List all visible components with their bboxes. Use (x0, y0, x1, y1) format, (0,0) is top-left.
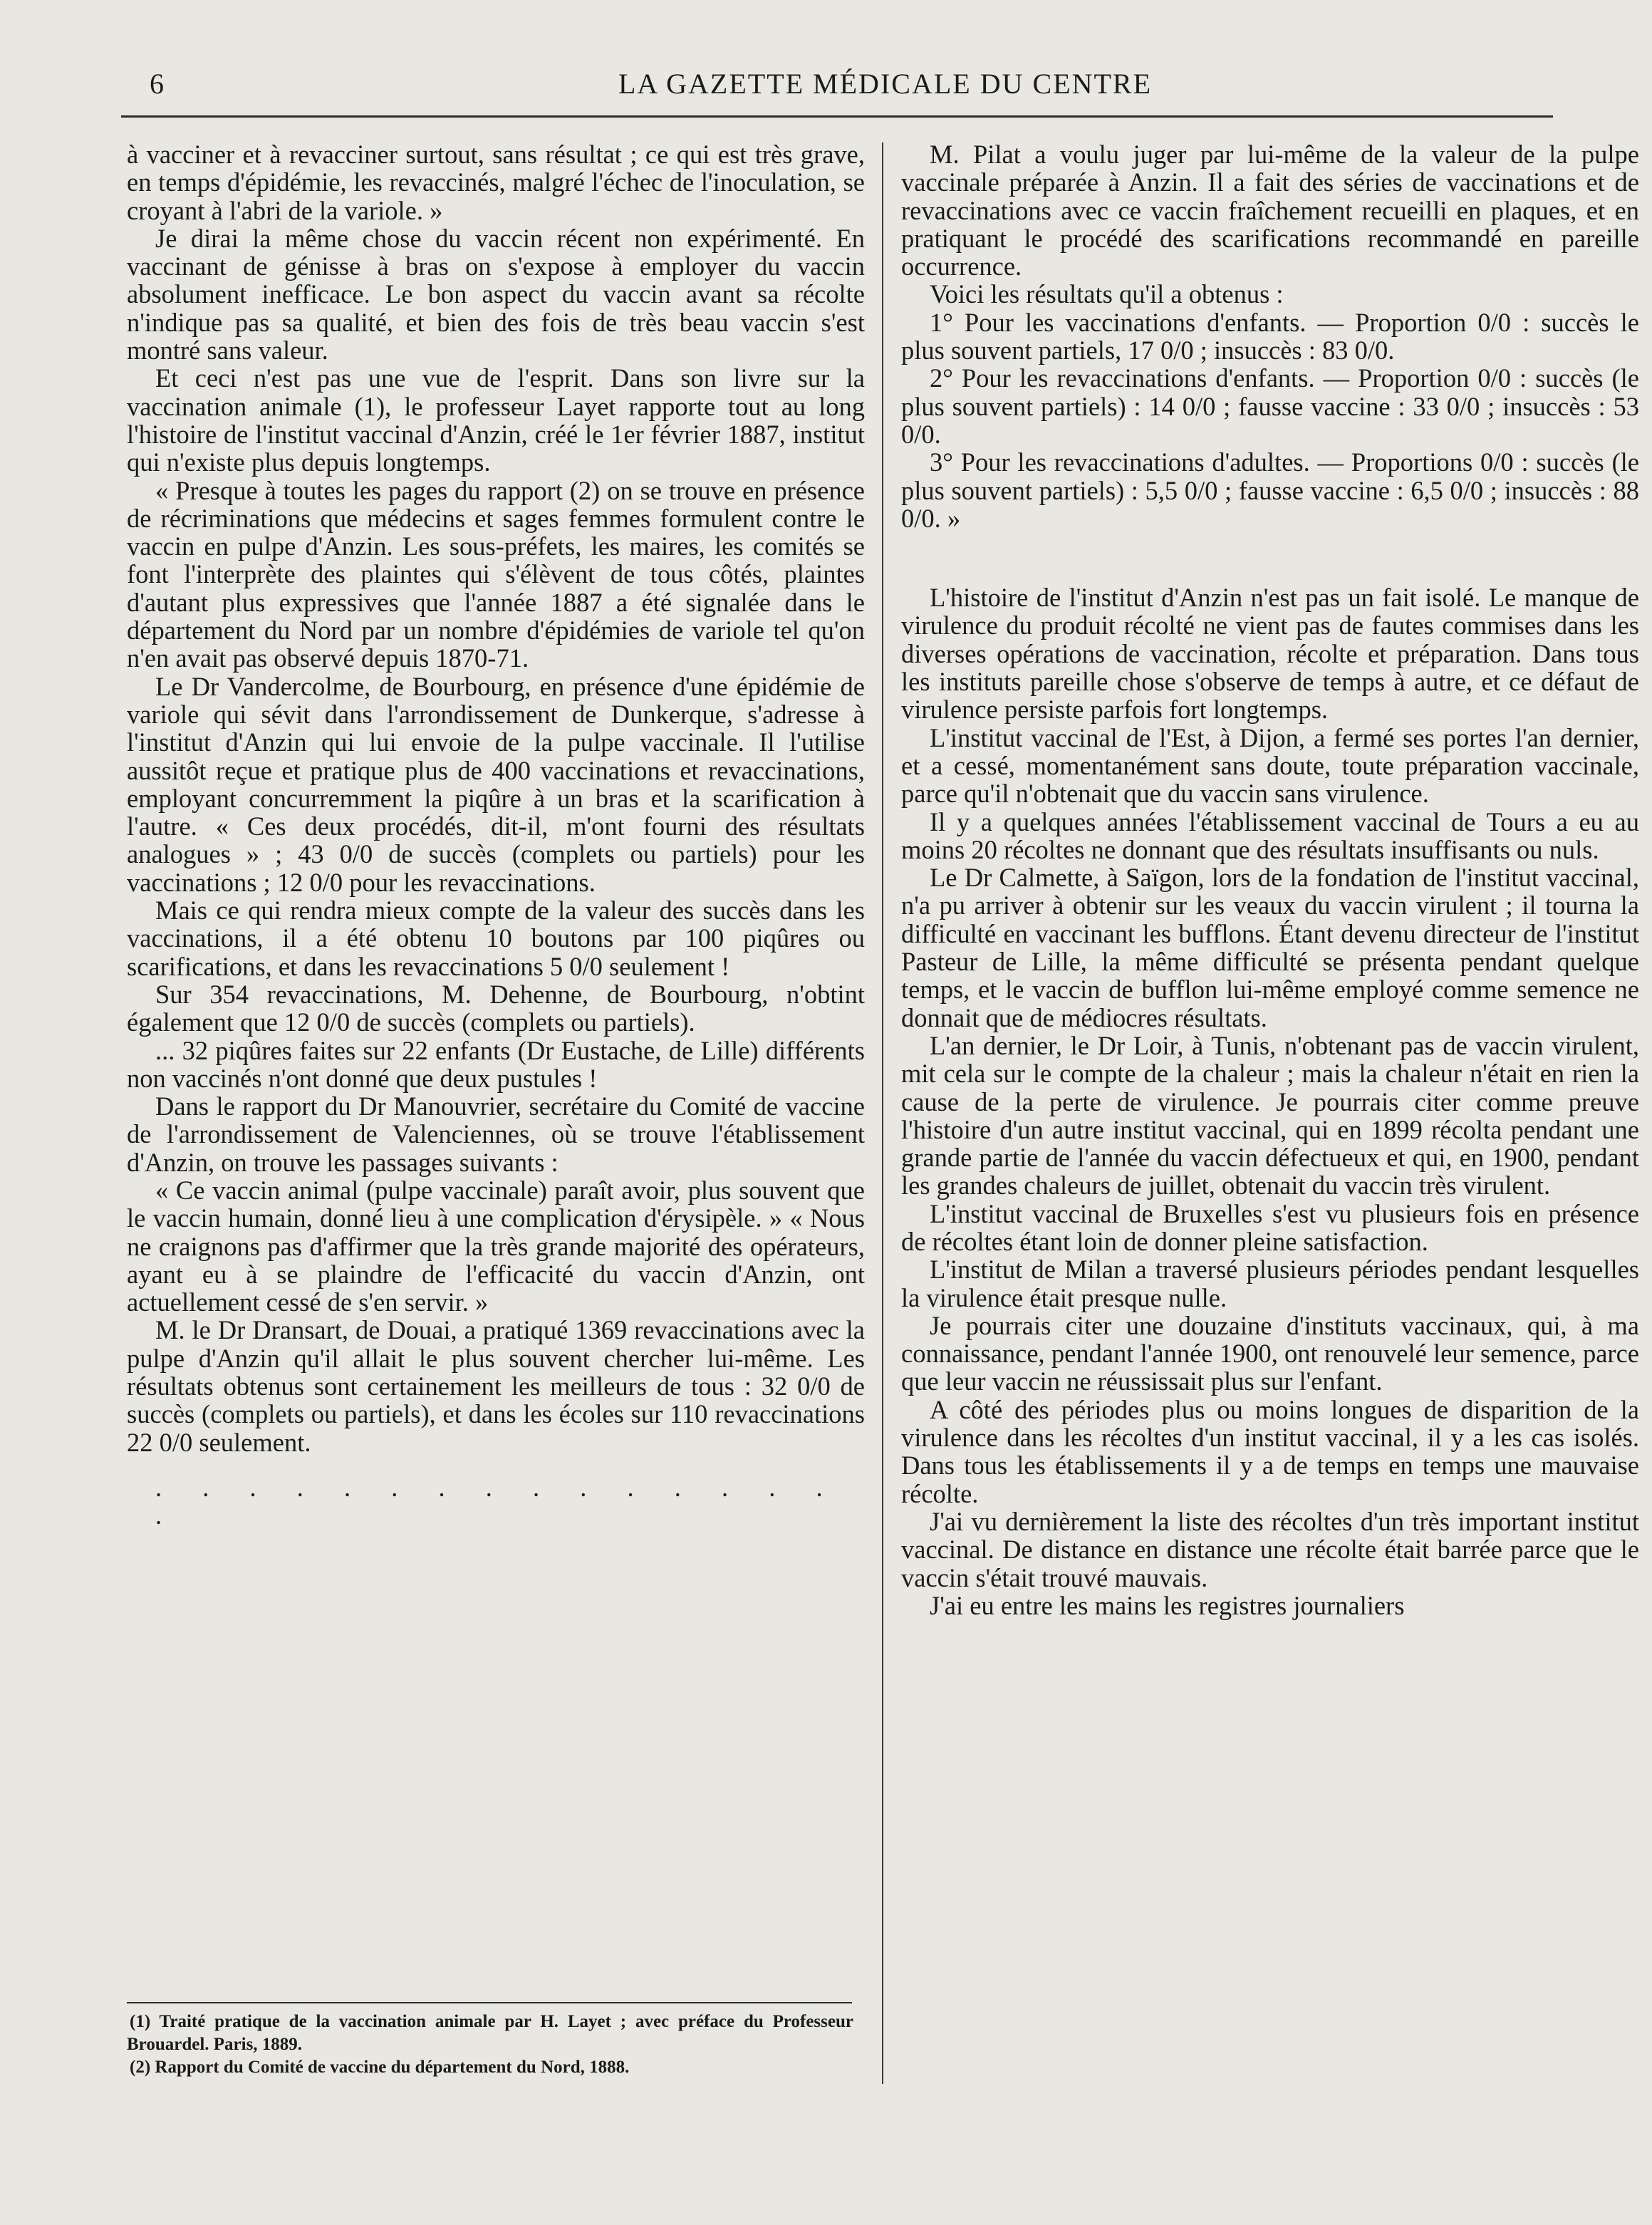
paragraph: Sur 354 revaccinations, M. Dehenne, de Bourbourg, n'obtint également que 12 0/0 de succès (complets ou partiels). (127, 979, 865, 1037)
paragraph: Je dirai la même chose du vaccin récent non expérimenté. En vaccinant de génisse à bras on s'expose à employer du vaccin absolument inefficace. Le bon aspect du vaccin avant sa récolte n'indique pas sa qualité, et bien des fois de très beau vaccin s'est montré sans valeur. (127, 223, 865, 365)
running-header (142, 61, 1532, 104)
paragraph: ... 32 piqûres faites sur 22 enfants (Dr Eustache, de Lille) différents non vaccinés n'ont donné que deux pustules ! (127, 1035, 865, 1093)
paragraph: à vacciner et à revacciner surtout, sans résultat ; ce qui est très grave, en temps d'épidémie, les revaccinés, malgré l'échec de l'inoculation, se croyant à l'abri de la variole. » (127, 140, 865, 225)
column-divider (882, 142, 883, 2084)
paragraph: « Ce vaccin animal (pulpe vaccinale) paraît avoir, plus souvent que le vaccin humain, donné lieu à une complication d'érysipèle. » « Nous ne craignons pas d'affirmer que la très grande majorité des opérateurs, ayant eu à se plaindre de l'efficacité du vaccin d'Anzin, ont actuellement cessé de s'en servir. » (127, 1175, 865, 1317)
results-item: 2° Pour les revaccinations d'enfants. — Proportion 0/0 : succès (le plus souvent partiels) : 14 0/0 ; fausse vaccine : 33 0/0 ; insuccès : 53 0/0. (901, 363, 1639, 449)
paragraph: Le Dr Vandercolme, de Bourbourg, en présence d'une épidémie de variole qui sévit dans l'arrondissement de Dunkerque, s'adresse à l'institut d'Anzin qui lui envoie de la pulpe vaccinale. Il l'utilise aussitôt reçue et pratique plus de 400 vaccinations et revaccinations, employant concurremment la piqûre à un bras et la scarification à l'autre. « Ces deux procédés, dit-il, m'ont fourni des résultats analogues » ; 43 0/0 de succès (complets ou partiels) pour les vaccinations ; 12 0/0 pour les revaccinations. (127, 671, 865, 897)
running-title: LA GAZETTE MÉDICALE DU CENTRE (618, 68, 1153, 100)
paragraph: « Presque à toutes les pages du rapport (2) on se trouve en présence de récriminations que médecins et sages femmes formulent contre le vaccin en pulpe d'Anzin. Les sous-préfets, les maires, les comités se font l'interprète des plaintes qui s'élèvent de tous côtés, plaintes d'autant plus expressives que l'année 1887 a été signalée dans le département du Nord par un nombre d'épidémies de variole tel qu'on n'en avait pas observé depuis 1870-71. (127, 475, 865, 673)
paragraph: Dans le rapport du Dr Manouvrier, secrétaire du Comité de vaccine de l'arrondissement de Valenciennes, où se trouve l'établissement d'Anzin, on trouve les passages suivants : (127, 1091, 865, 1177)
paragraph: L'an dernier, le Dr Loir, à Tunis, n'obtenant pas de vaccin virulent, mit cela sur le compte de la chaleur ; mais la chaleur n'était en rien la cause de la perte de virulence. Je pourrais citer comme preuve l'histoire d'un autre institut vaccinal, qui en 1899 récolta pendant une grande partie de l'année du vaccin défectueux et qui, en 1900, pendant les grandes chaleurs de juillet, obtenait du vaccin très virulent. (901, 1030, 1639, 1200)
left-column (127, 140, 865, 1530)
paragraph: Le Dr Calmette, à Saïgon, lors de la fondation de l'institut vaccinal, n'a pu arriver à obtenir sur les veaux du vaccin virulent ; il tourna la difficulté en vaccinant les bufflons. Étant devenu directeur de l'institut Pasteur de Lille, la même difficulté se présenta pendant quelque temps, et le vaccin de bufflon lui-même employé comme semence ne donnait que de médiocres résultats. (901, 863, 1639, 1032)
paragraph: A côté des périodes plus ou moins longues de disparition de la virulence dans les récoltes d'un institut vaccinal, il y a les cas isolés. Dans tous les établissements il y a de temps en temps une mauvaise récolte. (901, 1394, 1639, 1508)
header-rule (121, 115, 1553, 118)
paragraph: L'institut de Milan a traversé plusieurs périodes pendant lesquelles la virulence était presque nulle. (901, 1255, 1639, 1312)
paragraph: L'institut vaccinal de Bruxelles s'est vu plusieurs fois en présence de récoltes étant loin de donner pleine satisfaction. (901, 1198, 1639, 1256)
paragraph: Mais ce qui rendra mieux compte de la valeur des succès dans les vaccinations, il a été obtenu 10 boutons par 100 piqûres ou scarifications, et dans les revaccinations 5 0/0 seulement ! (127, 896, 865, 981)
paragraph: M. le Dr Dransart, de Douai, a pratiqué 1369 revaccinations avec la pulpe d'Anzin qu'il allait le plus souvent chercher lui-même. Les résultats obtenus sont certainement les meilleurs de tous : 32 0/0 de succès (complets ou partiels), et dans les écoles sur 110 revaccinations 22 0/0 seulement. (127, 1315, 865, 1457)
ellipsis-dots: . . . . . . . . . . . . . . . . (155, 1472, 840, 1530)
page-number: 6 (150, 68, 165, 100)
paragraph: J'ai eu entre les mains les registres journaliers (930, 1590, 1405, 1620)
footnotes (127, 2011, 853, 2079)
paragraph: Je pourrais citer une douzaine d'instituts vaccinaux, qui, à ma connaissance, pendant l'année 1900, ont renouvelé leur semence, parce que leur vaccin ne réussissait plus sur l'enfant. (901, 1310, 1639, 1396)
footnote-rule (127, 2002, 852, 2003)
paragraph: L'institut vaccinal de l'Est, à Dijon, a fermé ses portes l'an dernier, et a cessé, momentanément sans doute, toute préparation vaccinale, parce qu'il n'obtenait que du vaccin sans virulence. (901, 722, 1639, 809)
paragraph: Il y a quelques années l'établissement vaccinal de Tours a eu au moins 20 récoltes ne donnant que des résultats insuffisants ou nuls. (901, 807, 1639, 864)
footnote: (2) Rapport du Comité de vaccine du département du Nord, 1888. (130, 2058, 630, 2077)
paragraph: J'ai vu dernièrement la liste des récoltes d'un très important institut vaccinal. De distance en distance une récolte était barrée parce que le vaccin s'était trouvé mauvais. (901, 1506, 1639, 1592)
paragraph: L'histoire de l'institut d'Anzin n'est pas un fait isolé. Le manque de virulence du produit récolté ne vient pas de fautes commises dans les diverses opérations de vaccination, récolte et préparation. Dans tous les instituts pareille chose s'observe de temps à autre, et ce défaut de virulence persiste parfois fort longtemps. (901, 583, 1639, 725)
results-item: 3° Pour les revaccinations d'adultes. — Proportions 0/0 : succès (le plus souvent partiels) : 5,5 0/0 ; fausse vaccine : 6,5 0/0 ; insuccès : 88 0/0. » (901, 447, 1639, 533)
paragraph: M. Pilat a voulu juger par lui-même de la valeur de la pulpe vaccinale préparée à Anzin. Il a fait des séries de vaccinations et de revaccinations avec ce vaccin fraîchement recueilli en plaques, et en pratiquant le procédé des scarifications recommandé en pareille occurrence. (901, 140, 1639, 281)
right-column (901, 140, 1639, 1619)
results-item: 1° Pour les vaccinations d'enfants. — Proportion 0/0 : succès le plus souvent partiels, 17 0/0 ; insuccès : 83 0/0. (901, 307, 1639, 365)
paragraph: Et ceci n'est pas une vue de l'esprit. Dans son livre sur la vaccination animale (1), le professeur Layet rapporte tout au long l'histoire de l'institut vaccinal d'Anzin, créé le 1er février 1887, institut qui n'existe plus depuis longtemps. (127, 363, 865, 477)
paragraph: Voici les résultats qu'il a obtenus : (930, 279, 1284, 309)
footnote: (1) Traité pratique de la vaccination animale par H. Layet ; avec préface du Professeur Brouardel. Paris, 1889. (127, 2012, 853, 2054)
